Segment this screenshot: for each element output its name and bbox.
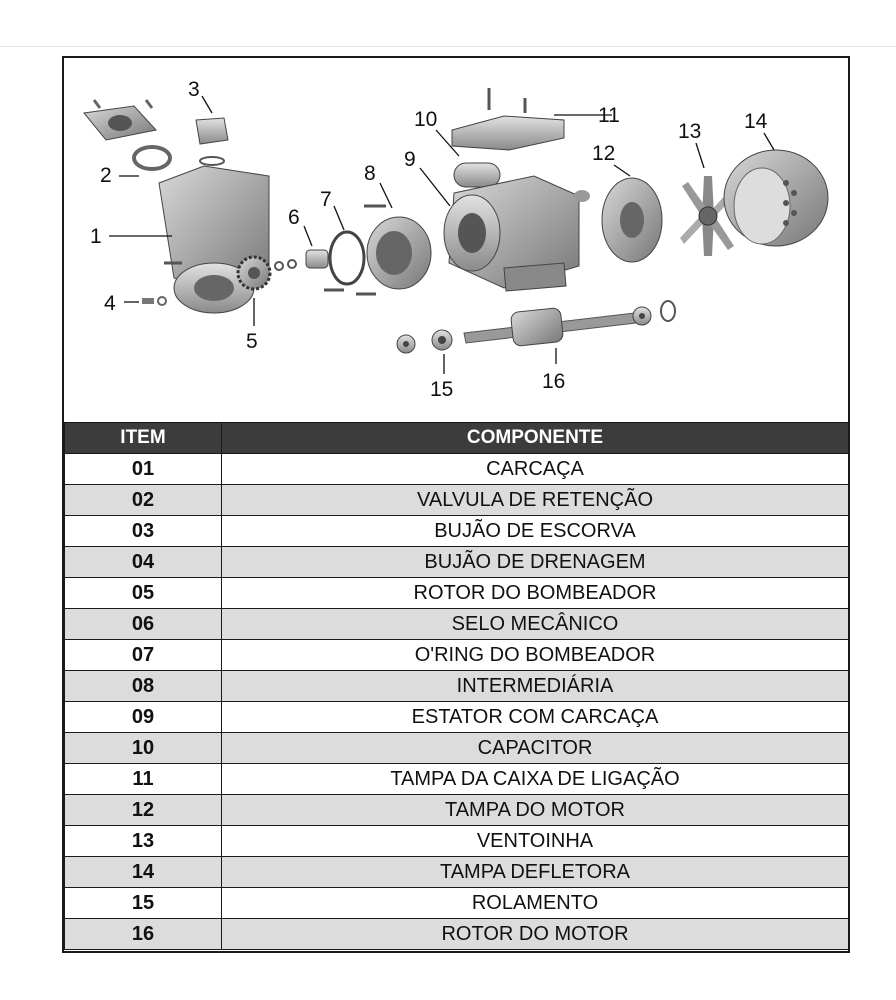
table-row [65, 640, 849, 671]
part-fan-cover [724, 150, 828, 246]
table-row [65, 919, 849, 950]
component-name: BUJÃO DE DRENAGEM [222, 547, 849, 578]
table-row [65, 733, 849, 764]
table-row [65, 888, 849, 919]
exploded-view-diagram [64, 58, 848, 422]
part-bearings-rotor [397, 301, 675, 353]
table-row [65, 547, 849, 578]
item-number: 15 [65, 888, 222, 919]
item-number: 14 [65, 857, 222, 888]
component-name: O'RING DO BOMBEADOR [222, 640, 849, 671]
table-row [65, 826, 849, 857]
table-row [65, 485, 849, 516]
callout-6: 6 [288, 206, 300, 229]
callout-3: 3 [188, 78, 200, 101]
callout-9: 9 [404, 148, 416, 171]
table-row [65, 857, 849, 888]
item-number: 12 [65, 795, 222, 826]
item-number: 11 [65, 764, 222, 795]
part-mechanical-seal [306, 250, 328, 268]
top-divider [0, 46, 896, 47]
component-name: CARCAÇA [222, 454, 849, 485]
component-name: VALVULA DE RETENÇÃO [222, 485, 849, 516]
item-number: 04 [65, 547, 222, 578]
callout-10: 10 [414, 108, 438, 131]
header-item: ITEM [65, 423, 222, 454]
table-row [65, 516, 849, 547]
callout-8: 8 [364, 162, 376, 185]
callout-1: 1 [90, 225, 102, 248]
part-check-valve-flange [84, 100, 170, 169]
component-name: BUJÃO DE ESCORVA [222, 516, 849, 547]
callout-15: 15 [430, 378, 454, 401]
component-name: ESTATOR COM CARCAÇA [222, 702, 849, 733]
item-number: 02 [65, 485, 222, 516]
parts-sheet [62, 56, 850, 953]
part-o-ring [330, 232, 364, 284]
item-number: 13 [65, 826, 222, 857]
header-component: COMPONENTE [222, 423, 849, 454]
table-row [65, 702, 849, 733]
table-row [65, 795, 849, 826]
component-name: TAMPA DA CAIXA DE LIGAÇÃO [222, 764, 849, 795]
item-number: 05 [65, 578, 222, 609]
part-stator-housing [444, 163, 590, 291]
component-name: VENTOINHA [222, 826, 849, 857]
item-number: 03 [65, 516, 222, 547]
component-name: ROTOR DO BOMBEADOR [222, 578, 849, 609]
item-number: 06 [65, 609, 222, 640]
callout-12: 12 [592, 142, 616, 165]
callout-4: 4 [104, 292, 116, 315]
item-number: 01 [65, 454, 222, 485]
component-name: CAPACITOR [222, 733, 849, 764]
item-number: 07 [65, 640, 222, 671]
component-name: TAMPA DEFLETORA [222, 857, 849, 888]
part-priming-plug [196, 118, 228, 165]
component-name: INTERMEDIÁRIA [222, 671, 849, 702]
item-number: 10 [65, 733, 222, 764]
table-row [65, 764, 849, 795]
callout-7: 7 [320, 188, 332, 211]
callout-5: 5 [246, 330, 258, 353]
part-pump-casing [159, 166, 269, 313]
callout-2: 2 [100, 164, 112, 187]
parts-table-header [65, 423, 849, 454]
part-drain-plug [142, 297, 166, 305]
table-row [65, 609, 849, 640]
table-row [65, 454, 849, 485]
item-number: 08 [65, 671, 222, 702]
item-number: 16 [65, 919, 222, 950]
callout-11: 11 [598, 104, 620, 127]
component-name: SELO MECÂNICO [222, 609, 849, 640]
table-row [65, 671, 849, 702]
part-motor-end-cover [602, 178, 662, 262]
callout-13: 13 [678, 120, 702, 143]
component-name: TAMPA DO MOTOR [222, 795, 849, 826]
callout-16: 16 [542, 370, 566, 393]
component-name: ROLAMENTO [222, 888, 849, 919]
table-row [65, 578, 849, 609]
component-name: ROTOR DO MOTOR [222, 919, 849, 950]
parts-table [64, 422, 849, 950]
item-number: 09 [65, 702, 222, 733]
part-terminal-box-lid [452, 88, 564, 150]
callout-14: 14 [744, 110, 768, 133]
